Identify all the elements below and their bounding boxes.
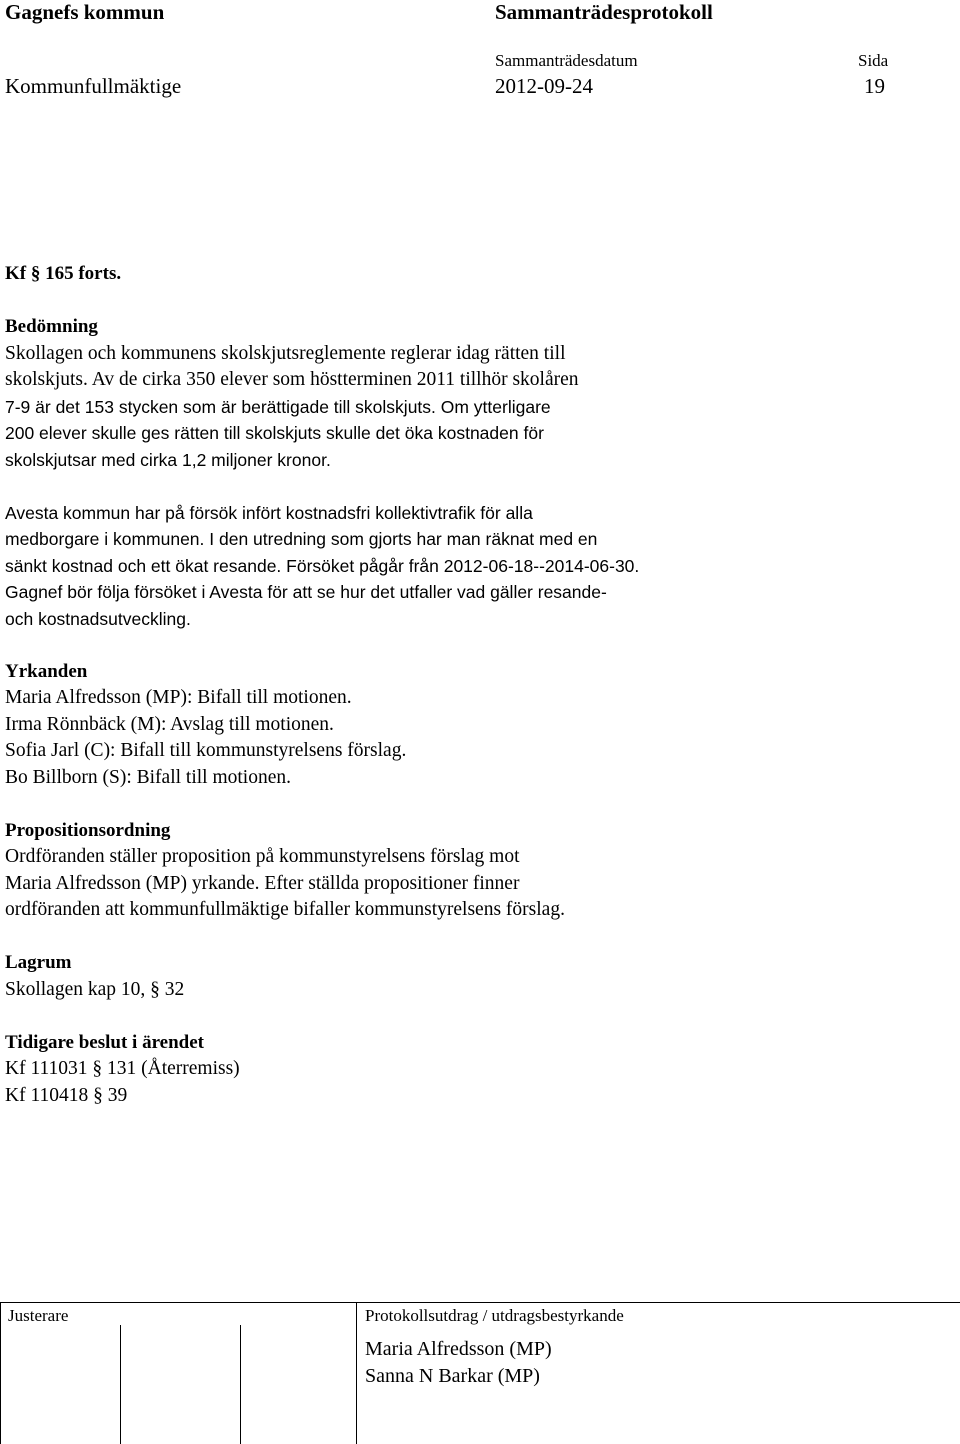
- yrkanden-heading: Yrkanden: [5, 660, 88, 682]
- paragraph-line: Ordföranden ställer proposition på kommunstyrelsens förslag mot: [5, 846, 520, 867]
- paragraph-line: och kostnadsutveckling.: [5, 608, 191, 629]
- propositionsordning-heading: Propositionsordning: [5, 819, 171, 841]
- prior-decision-line: Kf 111031 § 131 (Återremiss): [5, 1058, 240, 1079]
- committee-name: Kommunfullmäktige: [5, 74, 182, 98]
- organization-name: Gagnefs kommun: [5, 0, 165, 24]
- paragraph-line: 200 elever skulle ges rätten till skolskjuts skulle det öka kostnaden för: [5, 423, 544, 443]
- prior-decisions-heading: Tidigare beslut i ärendet: [5, 1031, 204, 1053]
- meeting-date: 2012-09-24: [495, 74, 593, 98]
- paragraph-line: 7-9 är det 153 stycken som är berättigade till skolskjuts. Om ytterligare: [5, 396, 551, 417]
- meeting-date-label: Sammanträdesdatum: [495, 51, 638, 70]
- recipient-line: Maria Alfredsson (MP): [365, 1338, 552, 1360]
- prior-decision-line: Kf 110418 § 39: [5, 1084, 128, 1106]
- signature-box-divider: [120, 1325, 121, 1444]
- paragraph-line: sänkt kostnad och ett ökat resande. Försöket pågår från 2012-06-18--2014-06-30.: [5, 555, 640, 576]
- signature-box-divider: [240, 1325, 241, 1444]
- paragraph-line: skolskjuts. Av de cirka 350 elever som höstterminen 2011 tillhör skolåren: [5, 369, 579, 390]
- justerare-label: Justerare: [8, 1306, 69, 1325]
- paragraph-line: Avesta kommun har på försök infört kostnadsfri kollektivtrafik för alla: [5, 502, 533, 523]
- motion-line: Sofia Jarl (C): Bifall till kommunstyrelsens förslag.: [5, 740, 407, 761]
- signature-box-divider: [0, 1302, 1, 1444]
- lagrum-heading: Lagrum: [5, 952, 72, 973]
- protocol-body: [5, 261, 950, 1109]
- document-type: Sammanträdesprotokoll: [495, 0, 713, 24]
- page-label: Sida: [858, 51, 889, 70]
- paragraph-line: Gagnef bör följa försöket i Avesta för att se hur det utfaller vad gäller resande-: [5, 582, 607, 602]
- extract-label: Protokollsutdrag / utdragsbestyrkande: [365, 1306, 624, 1325]
- section-title: Kf § 165 forts.: [5, 263, 122, 284]
- bedomning-heading: Bedömning: [5, 316, 98, 337]
- paragraph-line: ordföranden att kommunfullmäktige bifaller kommunstyrelsens förslag.: [5, 899, 565, 920]
- law-reference: Skollagen kap 10, § 32: [5, 978, 185, 1000]
- motion-line: Irma Rönnbäck (M): Avslag till motionen.: [5, 713, 334, 735]
- recipient-line: Sanna N Barkar (MP): [365, 1365, 540, 1387]
- motion-line: Bo Billborn (S): Bifall till motionen.: [5, 766, 291, 788]
- signature-box-divider: [356, 1302, 357, 1444]
- motion-line: Maria Alfredsson (MP): Bifall till motionen.: [5, 687, 352, 708]
- paragraph-line: Skollagen och kommunens skolskjutsreglemente reglerar idag rätten till: [5, 342, 566, 364]
- paragraph-line: Maria Alfredsson (MP) yrkande. Efter ställda propositioner finner: [5, 872, 520, 894]
- footer-divider: [0, 1302, 960, 1303]
- paragraph-line: skolskjutsar med cirka 1,2 miljoner kronor.: [5, 449, 331, 470]
- page-number: 19: [864, 74, 885, 98]
- paragraph-line: medborgare i kommunen. I den utredning som gjorts har man räknat med en: [5, 529, 598, 549]
